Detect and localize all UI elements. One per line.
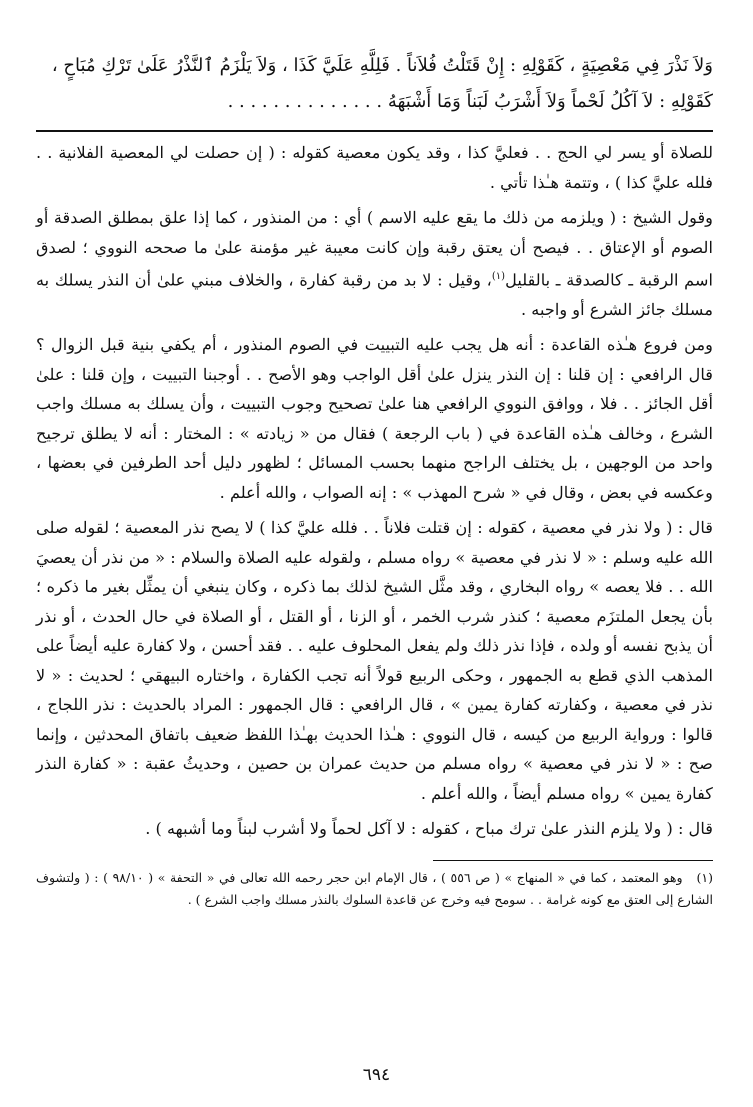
footnote-text: وهو المعتمد ، كما في « المنهاج » ( ص ٥٥٦ ) ، قال الإمام ابن حجر رحمه الله تعالى في « التحفة » ( ٩٨/١٠ ) : ( ولتشوف الشارع إلى العتق مع كونه غرامة . . سومح فيه وخرج عن قاعدة السلوك بالنذر مسلك واجب الشرع ) .	[36, 869, 713, 907]
commentary	[36, 138, 713, 844]
matn-block	[36, 48, 713, 120]
paragraph-3	[36, 330, 713, 507]
matn-text-1: وَلاَ نَذْرَ فِي مَعْصِيَةٍ ، كَقَوْلِهِ : إِنْ قَتَلْتُ فُلاَناً . فَلِلَّهِ عَلَيَّ كَذَا ، وَلاَ يَلْزَمُ ٱلنَّذْرُ عَلَىٰ تَرْكِ مُبَاحٍ ،	[51, 55, 713, 76]
paragraph-5	[36, 814, 713, 844]
footnote-reference: (١)	[491, 271, 506, 282]
footnote-divider	[433, 860, 713, 861]
footnote-1	[36, 867, 713, 911]
footnotes	[36, 867, 713, 911]
paragraph-2-text-b: ، وقيل : لا بد من رقبة كفارة ، والخلاف مبني علىٰ أن النذر يسلك به مسلك جائز الشرع أو واجبه .	[36, 270, 713, 319]
paragraph-3-text: ومن فروع هـٰذه القاعدة : أنه هل يجب عليه التبييت في الصوم المنذور ، أم يكفي بنية قبل الزوال ؟ قال الرافعي : إن قلنا : إن النذر ينزل علىٰ أقل الواجب وهو الأصح . . أوجبنا التبييت ، وإن قلنا : علىٰ أقل الجائز . . فلا ، ووافق النووي الرافعي هنا علىٰ تصحيح وجوب التبييت ، وأن يسلك به مسلك واجب الشرع ، وخالف هـٰذه القاعدة في ( باب الرجعة ) فقال من « زيادته » : المختار : أنه لا يطلق ترجيح واحد من الوجهين ، بل يختلف الراجح منهما بحسب المسائل ؛ لظهور دليل أحد الطرفين في بعضها ، وعكسه في بعض ، وقال في « شرح المهذب » : إنه الصواب ، والله أعلم .	[36, 335, 713, 502]
paragraph-1	[36, 138, 713, 197]
paragraph-5-text: قال : ( ولا يلزم النذر علىٰ ترك مباح ، كقوله : لا آكل لحماً ولا أشرب لبناً وما أشبهه ) .	[145, 819, 713, 839]
matn-divider	[36, 130, 713, 132]
paragraph-4-text: قال : ( ولا نذر في معصية ، كقوله : إن قتلت فلاناً . . فلله عليَّ كذا ) لا يصح نذر المعصية ؛ لقوله صلى الله عليه وسلم : « لا نذر في معصية » رواه مسلم ، ولقوله عليه الصلاة والسلام : « من نذر أن يعصيَ الله . . فلا يعصه » رواه البخاري ، وقد مثَّل الشيخ لذلك بما ذكره ، وكان ينبغي أن يمثِّل بغير ما ذكره ؛ بأن يجعل الملتزَم معصية ؛ كنذر شرب الخمر ، أو الزنا ، أو القتل ، أو الصلاة في حال الحدث ، أو نذر أن يذبح نفسه أو ولده ، فإذا نذر ذلك ولم يفعل المحلوف عليه . . فقد أحسن ، ولا كفارة عليه أيضاً على المذهب الذي قطع به الجمهور ، وحكى الربيع قولاً أنه تجب الكفارة ، واختاره البيهقي ؛ لحديث : « لا نذر في معصية ، وكفارته كفارة يمين » ، قال الرافعي : قال الجمهور : المراد بالحديث : نذر اللجاج ، قالوا : ورواية الربيع من كيسه ، قال النووي : هـٰذا الحديث بهـٰذا اللفظ ضعيف باتفاق المحدثين ، وإنما صح : « لا نذر في معصية » رواه مسلم من حديث عمران بن حصين ، وحديثُ عقبة : « كفارة النذر كفارة يمين » رواه مسلم أيضاً ، والله أعلم .	[36, 518, 713, 803]
matn-line-2	[36, 84, 713, 120]
matn-text-2: كَقَوْلِهِ : لاَ آكُلُ لَحْماً وَلاَ أَشْرَبُ لَبَناً وَمَا أَشْبَهَهُ	[387, 91, 713, 112]
page-number: ٦٩٤	[362, 1065, 391, 1085]
footnote-number: (١)	[696, 869, 713, 885]
paragraph-2	[36, 203, 713, 324]
matn-dots: . . . . . . . . . . . . . .	[227, 91, 383, 112]
paragraph-2-text-a: وقول الشيخ : ( ويلزمه من ذلك ما يقع عليه الاسم ) أي : من المنذور ، كما إذا علق بمطلق الصدقة أو الصوم أو الإعتاق . . فيصح أن يعتق رقبة وإن كانت معيبة غير مؤمنة علىٰ ما صححه النووي ؛ لصدق اسم الرقبة ـ كالصدقة ـ بالقليل	[36, 208, 714, 290]
paragraph-1-text: للصلاة أو يسر لي الحج . . فعليَّ كذا ، وقد يكون معصية كقوله : ( إن حصلت لي المعصية الفلانية . . فلله عليَّ كذا ) ، وتتمة هـٰذا تأتي .	[36, 143, 713, 192]
paragraph-4	[36, 513, 713, 808]
matn-line-1	[36, 48, 713, 84]
